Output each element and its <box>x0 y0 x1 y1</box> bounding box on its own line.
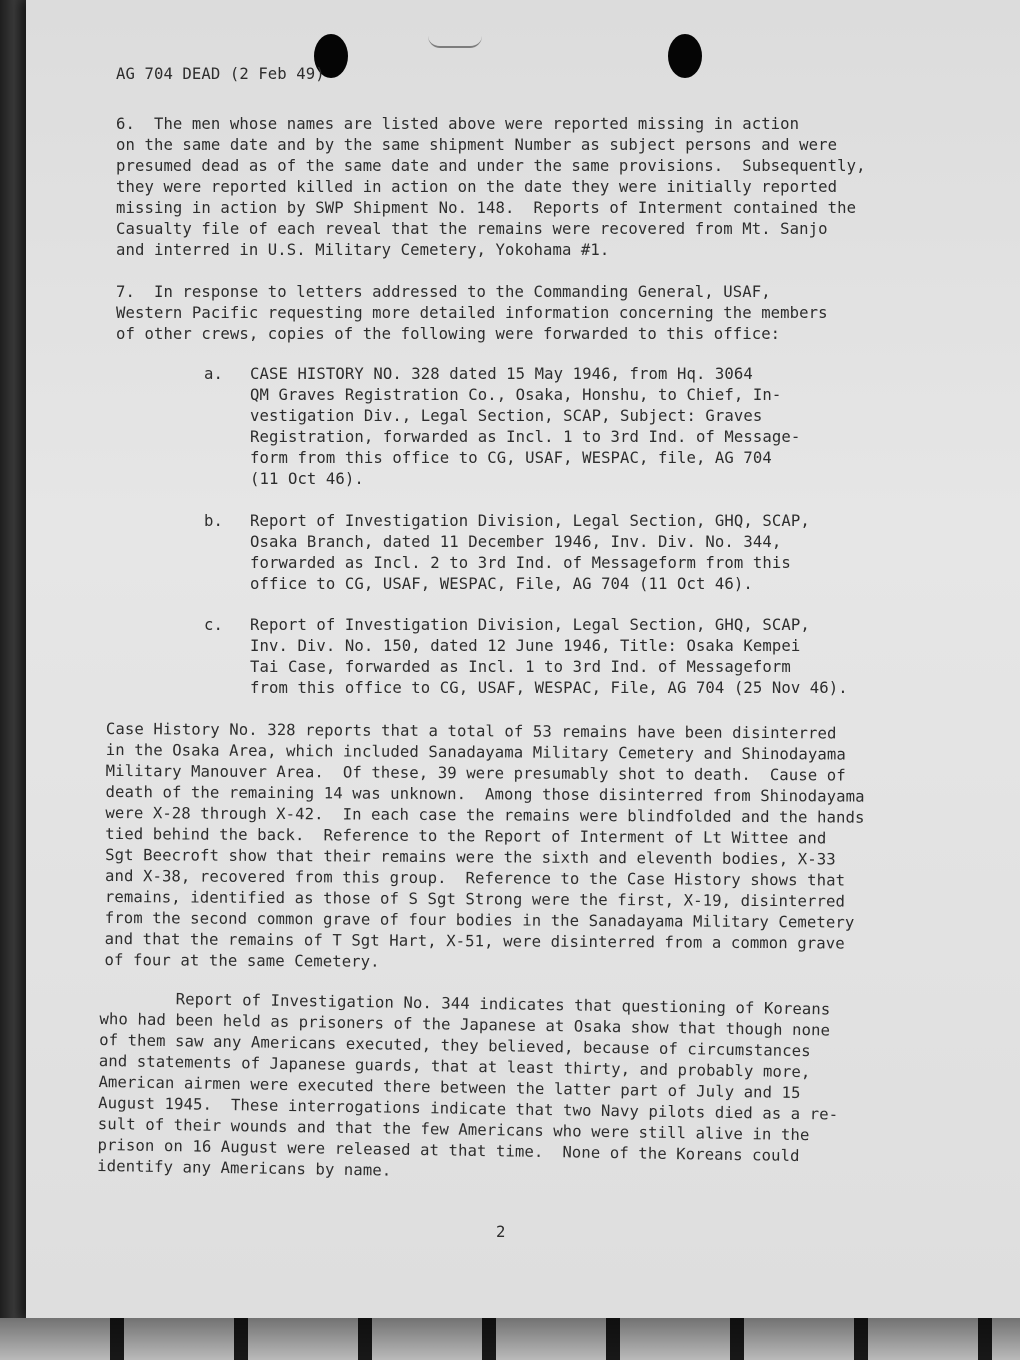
list-item-b <box>204 511 810 595</box>
file-reference: AG 704 DEAD (2 Feb 49) <box>116 65 325 83</box>
typed-page <box>26 0 1020 1318</box>
paragraph-7: 7. In response to letters addressed to the Commanding General, USAF, Western Pacific requesting more detailed information concerning the members of other crews, copies of the following were forwarded to this office: <box>116 283 828 343</box>
punch-hole-right <box>668 34 702 78</box>
page-number: 2 <box>496 1223 506 1241</box>
paragraph-6: 6. The men whose names are listed above were reported missing in action on the same date and by the same shipment Number as subject persons and were presumed dead as of the same date and under the same provisions. Subsequently, they were reported killed in action on the date they were initially reported missing in action by SWP Shipment No. 148. Reports of Interment contained the Casualty file of each reveal that the remains were recovered from Mt. Sanjo and interred in U.S. Military Cemetery, Yokohama #1. <box>116 115 866 259</box>
list-item-c <box>204 615 848 699</box>
list-item-text: Report of Investigation Division, Legal Section, GHQ, SCAP, Inv. Div. No. 150, dated 12 June 1946, Title: Osaka Kempei Tai Case, forwarded as Incl. 1 to 3rd Ind. of Messageform from this office to CG, USAF, WESPAC, File, AG 704 (25 Nov 46). <box>250 616 848 697</box>
list-item-text: Report of Investigation Division, Legal Section, GHQ, SCAP, Osaka Branch, dated 11 December 1946, Inv. Div. No. 344, forwarded as Incl. 2 to 3rd Ind. of Messageform from this office to CG, USAF, WESPAC, File, AG 704 (11 Oct 46). <box>250 512 810 593</box>
paragraph-case-history: Case History No. 328 reports that a total of 53 remains have been disinterred in the Osaka Area, which included Sanadayama Military Cemetery and Shinodayama Military Manouver Area. Of these, 39 were presumably shot to death. Cause of death of the remaining 14 was unknown. Among those disinterred from Shinodayama were X-28 through X-42. In each case the remains were blindfolded and the hands tied behind the back. Reference to the Report of Interment of Lt Wittee and Sgt Beecroft show that their remains were the sixth and eleventh bodies, X-33 and X-38, recovered from this group. Reference to the Case History shows that remains, identified as those of S Sgt Strong were the first, X-19, disinterred from the second common grave of four bodies in the Sanadayama Military Cemetery and that the remains of T Sgt Hart, X-51, were disinterred from a common grave of four at the same Cemetery. <box>104 720 865 971</box>
list-item-letter: b. <box>204 512 223 530</box>
list-item-letter: a. <box>204 365 223 383</box>
list-item-text: CASE HISTORY NO. 328 dated 15 May 1946, from Hq. 3064 QM Graves Registration Co., Osaka, Honshu, to Chief, In- vestigation Div., Legal Section, SCAP, Subject: Graves Registration, forwarded as Incl. 1 to 3rd Ind. of Message- form from this office to CG, USAF, WESPAC, file, AG 704 (11 Oct 46). <box>250 365 801 488</box>
floor-shadow <box>0 1318 1020 1360</box>
pencil-mark <box>428 36 482 48</box>
list-item-a <box>204 364 800 490</box>
paragraph-investigation-report: Report of Investigation No. 344 indicates that questioning of Koreans who had been held as prisoners of the Japanese at Osaka show that though none of them saw any Americans executed, they believed, because of circumstances and statements of Japanese guards, that at least thirty, and probably more, American airmen were executed there between the latter part of July and 15 August 1945. These interrogations indicate that two Navy pilots died as a re- sult of their wounds and that the few Americans who were still alive in the prison on 16 August were released at that time. None of the Koreans could identify any Americans by name. <box>97 988 839 1180</box>
list-item-letter: c. <box>204 616 223 634</box>
